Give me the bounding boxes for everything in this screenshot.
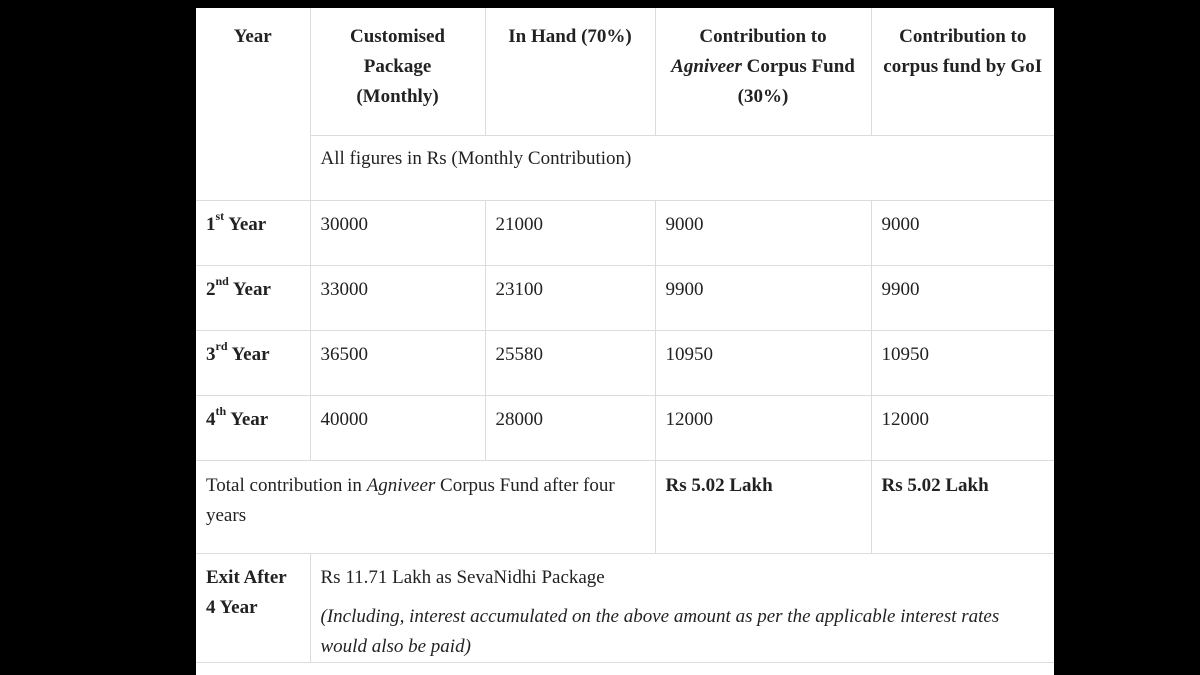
in-hand-cell: 23100 — [485, 265, 655, 330]
header-in-hand: In Hand (70%) — [485, 8, 655, 135]
contribution-cell: 9900 — [655, 265, 871, 330]
exit-amount: Rs 11.71 Lakh as SevaNidhi Package — [320, 566, 605, 588]
total-contribution: Rs 5.02 Lakh — [655, 460, 871, 553]
note-row — [196, 135, 1054, 200]
in-hand-cell: 21000 — [485, 200, 655, 265]
table-row — [196, 330, 1054, 395]
table-row — [196, 395, 1054, 460]
contribution-cell: 9000 — [655, 200, 871, 265]
header-contribution-prefix: Contribution to — [699, 26, 827, 47]
exit-details — [310, 553, 1054, 662]
header-contribution-suffix: Corpus Fund (30%) — [737, 56, 855, 107]
contribution-cell: 12000 — [655, 395, 871, 460]
goi-cell: 12000 — [871, 395, 1054, 460]
header-year: Year — [196, 8, 310, 200]
goi-cell: 9900 — [871, 265, 1054, 330]
in-hand-cell: 28000 — [485, 395, 655, 460]
figures-note: All figures in Rs (Monthly Contribution) — [310, 135, 1054, 200]
header-goi: Contribution to corpus fund by GoI — [871, 8, 1054, 135]
total-label: Total contribution in Agniveer Corpus Fund after four years — [196, 460, 655, 553]
header-contribution-italic: Agniveer — [671, 56, 742, 77]
exit-row — [196, 553, 1054, 662]
contribution-cell: 10950 — [655, 330, 871, 395]
exit-label: Exit After 4 Year — [196, 553, 310, 662]
table-row — [196, 200, 1054, 265]
package-cell: 36500 — [310, 330, 485, 395]
goi-cell: 9000 — [871, 200, 1054, 265]
total-row — [196, 460, 1054, 553]
header-row — [196, 8, 1054, 135]
year-cell: 1st Year — [196, 200, 310, 265]
table-row — [196, 265, 1054, 330]
package-cell: 30000 — [310, 200, 485, 265]
year-cell: 4th Year — [196, 395, 310, 460]
package-cell: 40000 — [310, 395, 485, 460]
pay-package-table — [196, 8, 1054, 663]
year-cell: 3rd Year — [196, 330, 310, 395]
total-goi: Rs 5.02 Lakh — [871, 460, 1054, 553]
header-contribution — [655, 8, 871, 135]
agniveer-pay-table-page — [196, 8, 1054, 675]
header-package: Customised Package (Monthly) — [310, 8, 485, 135]
in-hand-cell: 25580 — [485, 330, 655, 395]
goi-cell: 10950 — [871, 330, 1054, 395]
year-cell: 2nd Year — [196, 265, 310, 330]
package-cell: 33000 — [310, 265, 485, 330]
exit-note: (Including, interest accumulated on the above amount as per the applicable interest rates would also be paid) — [320, 605, 1000, 657]
